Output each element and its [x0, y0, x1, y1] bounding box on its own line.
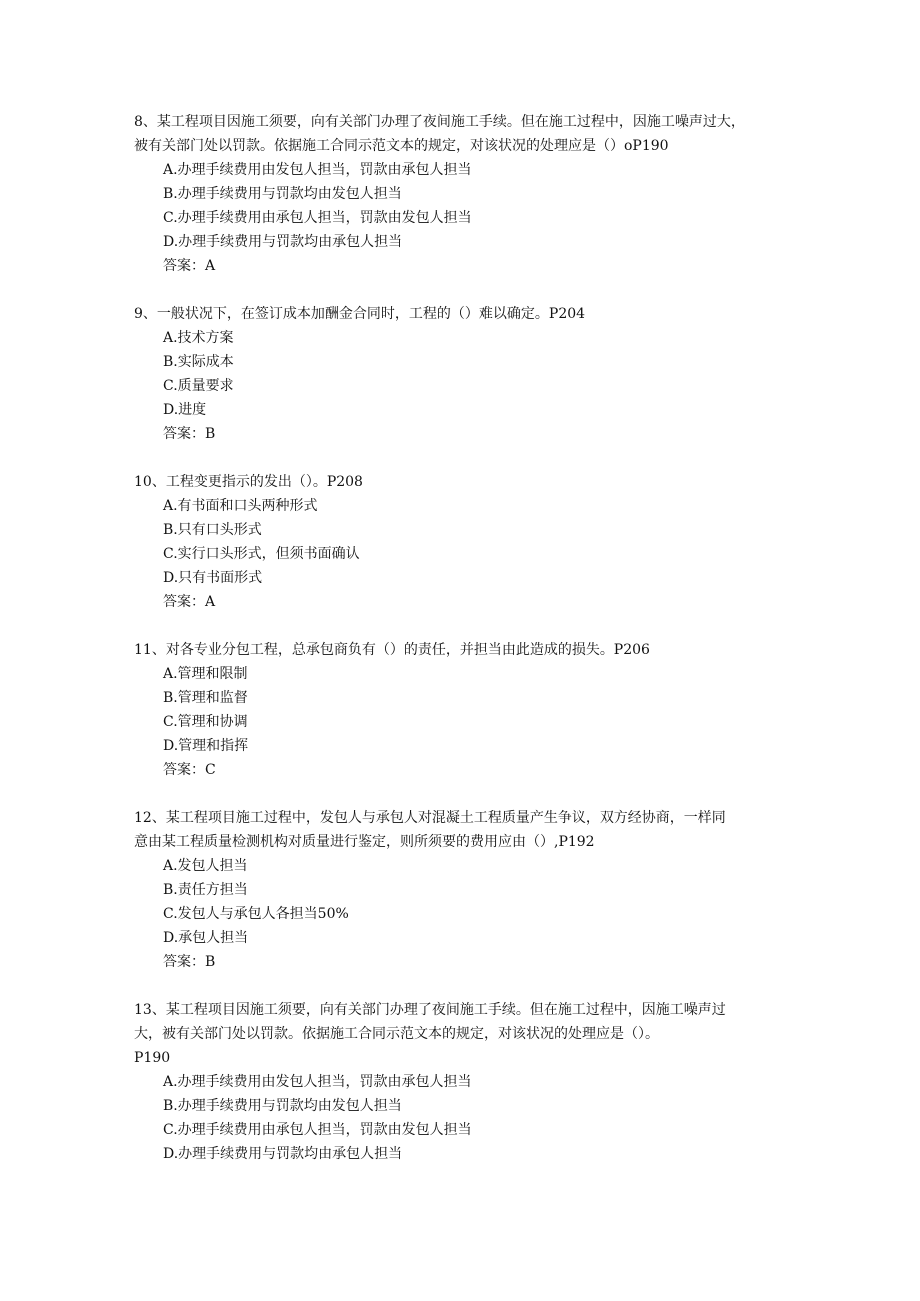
option-c: C.管理和协调: [163, 714, 248, 730]
option-d: D.进度: [163, 402, 207, 418]
question-10: [134, 470, 806, 614]
option-a: A.办理手续费用由发包人担当，罚款由承包人担当: [163, 1074, 472, 1090]
answer-text: 答案：B: [163, 954, 216, 970]
question-line: 被有关部门处以罚款。依据施工合同示范文本的规定，对该状况的处理应是（）oP190: [134, 138, 669, 154]
question-text: [134, 638, 806, 662]
question-line: 12、某工程项目施工过程中，发包人与承包人对混凝土工程质量产生争议，双方经协商，一样同: [134, 810, 726, 826]
question-line: 13、某工程项目因施工须要，向有关部门办理了夜间施工手续。但在施工过程中，因施工噪声过: [134, 1002, 726, 1018]
question-line: 9、一般状况下，在签订成本加酬金合同时，工程的（）难以确定。P204: [134, 306, 586, 322]
question-text: [134, 302, 806, 326]
option-d: D.办理手续费用与罚款均由承包人担当: [163, 1146, 403, 1162]
option-d: D.只有书面形式: [163, 570, 263, 586]
option-b: B.办理手续费用与罚款均由发包人担当: [163, 1098, 402, 1114]
option-a: A.发包人担当: [163, 858, 248, 874]
question-line: 11、对各专业分包工程，总承包商负有（）的责任，并担当由此造成的损失。P206: [134, 642, 650, 658]
option-c: C.质量要求: [163, 378, 234, 394]
answer-text: 答案：A: [163, 258, 216, 274]
question-text: [134, 998, 806, 1070]
question-line: 大，被有关部门处以罚款。依据施工合同示范文本的规定，对该状况的处理应是（）。: [134, 1026, 659, 1042]
question-8: [134, 110, 806, 278]
option-d: D.承包人担当: [163, 930, 249, 946]
option-d: D.办理手续费用与罚款均由承包人担当: [163, 234, 403, 250]
option-b: B.实际成本: [163, 354, 234, 370]
option-c: C.办理手续费用由承包人担当，罚款由发包人担当: [163, 210, 472, 226]
option-a: A.办理手续费用由发包人担当，罚款由承包人担当: [163, 162, 472, 178]
question-11: [134, 638, 806, 782]
option-a: A.技术方案: [163, 330, 234, 346]
question-12: [134, 806, 806, 974]
question-line: 意由某工程质量检测机构对质量进行鉴定，则所须要的费用应由（）,P192: [134, 834, 595, 850]
option-b: B.只有口头形式: [163, 522, 262, 538]
option-a: A.有书面和口头两种形式: [163, 498, 318, 514]
option-b: B.管理和监督: [163, 690, 248, 706]
option-c: C.发包人与承包人各担当50%: [163, 906, 349, 922]
question-line: P190: [134, 1050, 171, 1066]
question-text: [134, 470, 806, 494]
option-a: A.管理和限制: [163, 666, 248, 682]
option-b: B.办理手续费用与罚款均由发包人担当: [163, 186, 402, 202]
question-13: [134, 998, 806, 1166]
option-c: C.实行口头形式，但须书面确认: [163, 546, 360, 562]
option-c: C.办理手续费用由承包人担当，罚款由发包人担当: [163, 1122, 472, 1138]
option-b: B.责任方担当: [163, 882, 248, 898]
answer-text: 答案：B: [163, 426, 216, 442]
question-9: [134, 302, 806, 446]
answer-text: 答案：A: [163, 594, 216, 610]
question-text: [134, 806, 806, 854]
question-line: 8、某工程项目因施工须要，向有关部门办理了夜间施工手续。但在施工过程中，因施工噪声过大，: [134, 114, 745, 130]
question-line: 10、工程变更指示的发出（）。P208: [134, 474, 363, 490]
answer-text: 答案：C: [163, 762, 216, 778]
question-text: [134, 110, 806, 158]
option-d: D.管理和指挥: [163, 738, 249, 754]
